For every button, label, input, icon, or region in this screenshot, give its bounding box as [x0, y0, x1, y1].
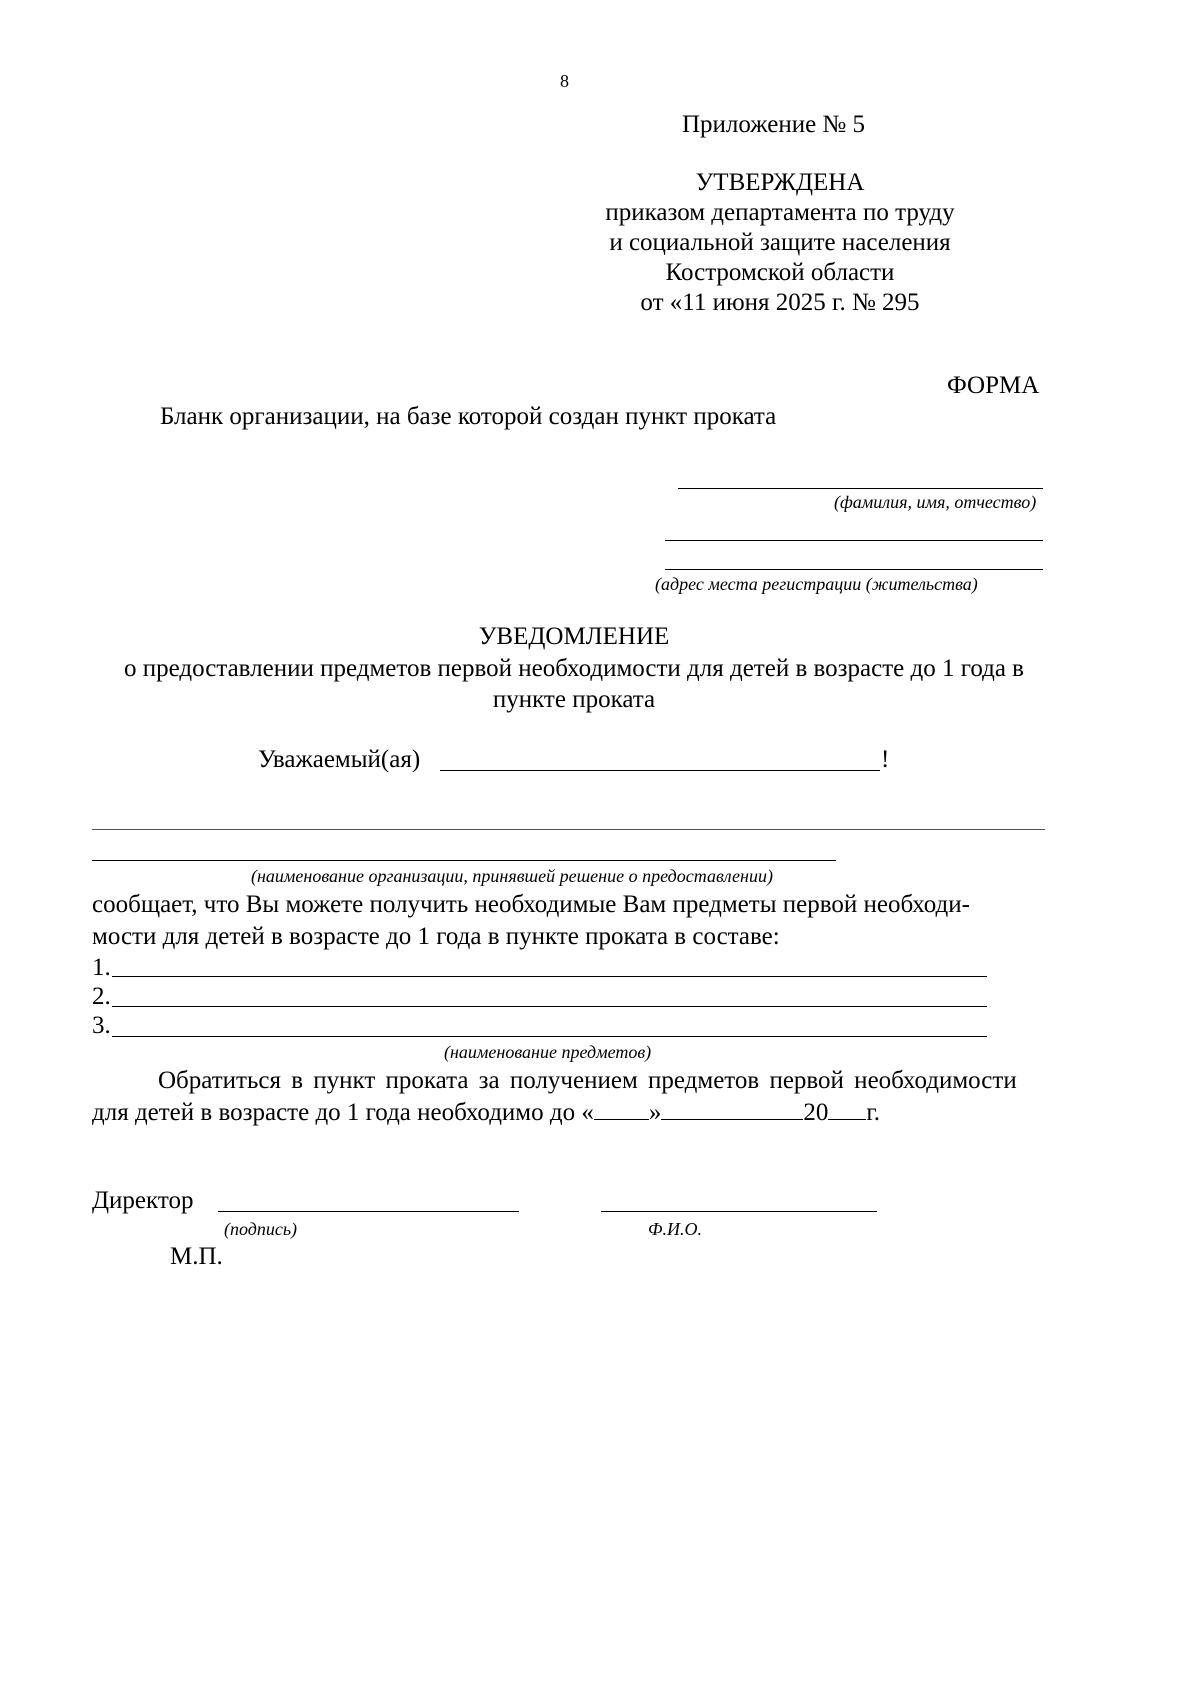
recipient-address-line-1[interactable] [665, 540, 1043, 541]
item-line-2[interactable] [112, 1006, 987, 1007]
deadline-year-prefix: 20 [803, 1099, 829, 1126]
recipient-name-caption: (фамилия, имя, отчество) [834, 492, 1037, 512]
approval-line-4: от «11 июня 2025 г. № 295 [640, 289, 920, 316]
greeting-suffix: ! [881, 746, 890, 773]
item-number-3: 3. [92, 1012, 111, 1039]
approval-title: УТВЕРЖДЕНА [695, 169, 865, 196]
signature-name-line[interactable] [601, 1211, 877, 1212]
organization-line-1[interactable] [92, 829, 1045, 830]
deadline-line-1: Обратиться в пункт проката за получением предметов первой необходимости [158, 1067, 1017, 1094]
approval-block [580, 168, 980, 318]
notice-subtitle-line-2: пункте проката [492, 686, 656, 713]
approval-line-1: приказом департамента по труду [605, 199, 955, 226]
signature-line[interactable] [218, 1211, 519, 1212]
deadline-day-field[interactable] [594, 1097, 649, 1120]
appendix-label: Приложение № 5 [682, 111, 866, 138]
approval-line-2: и социальной защите населения [609, 229, 951, 256]
form-label: ФОРМА [947, 372, 1040, 399]
deadline-year-field[interactable] [828, 1097, 866, 1120]
signature-caption: (подпись) [224, 1219, 298, 1239]
approval-line-3: Костромской области [665, 259, 895, 286]
notice-subtitle-line-1: о предоставлении предметов первой необходимости для детей в возрасте до 1 года в [124, 655, 1024, 682]
greeting-name-line[interactable] [440, 770, 880, 771]
item-number-2: 2. [92, 983, 111, 1010]
deadline-month-field[interactable] [661, 1097, 803, 1120]
organization-line-2[interactable] [92, 860, 836, 861]
signature-name-caption: Ф.И.О. [648, 1219, 702, 1239]
page-number: 8 [560, 71, 569, 91]
items-caption: (наименование предметов) [444, 1042, 652, 1062]
deadline-year-suffix: г. [866, 1099, 881, 1126]
signature-role: Директор [92, 1187, 194, 1214]
item-line-1[interactable] [112, 976, 987, 977]
item-number-1: 1. [92, 954, 111, 981]
notice-title: УВЕДОМЛЕНИЕ [478, 623, 670, 650]
deadline-line-2 [92, 1097, 880, 1128]
organization-caption: (наименование организации, принявшей решение о предоставлении) [251, 866, 773, 886]
recipient-address-line-2[interactable] [665, 569, 1043, 570]
item-line-3[interactable] [112, 1036, 987, 1037]
body-line-2: мости для детей в возрасте до 1 года в пункте проката в составе: [92, 923, 780, 950]
body-line-1: сообщает, что Вы можете получить необходимые Вам предметы первой необходи- [92, 891, 970, 918]
deadline-quote-close: » [648, 1099, 662, 1126]
stamp-label: М.П. [170, 1243, 223, 1270]
letterhead-text: Бланк организации, на базе которой создан пункт проката [160, 403, 777, 430]
recipient-address-caption: (адрес места регистрации (жительства) [655, 574, 978, 594]
deadline-text: для детей в возрасте до 1 года необходимо до « [92, 1099, 594, 1126]
recipient-name-line[interactable] [678, 488, 1043, 489]
greeting-prefix: Уважаемый(ая) [258, 746, 421, 773]
